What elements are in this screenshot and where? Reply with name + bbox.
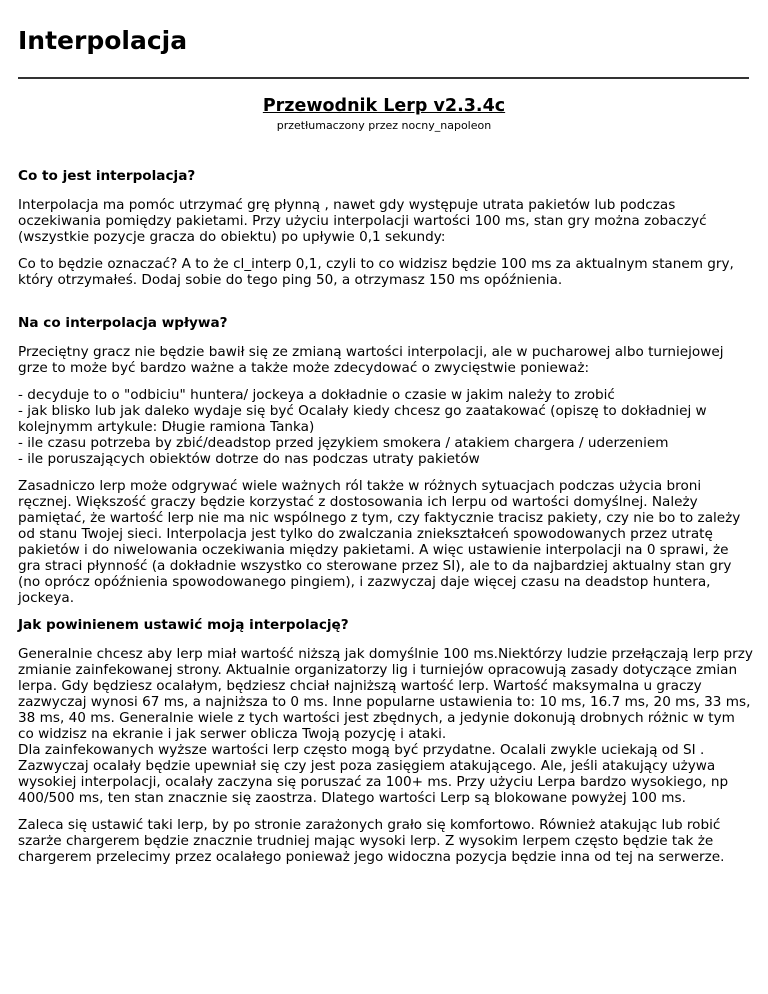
list-item: - decyduje to o "odbiciu" huntera/ jockeya a dokładnie o czasie w jakim należy to zrobić [18,387,615,403]
list-item: - ile poruszających obiektów dotrze do nas podczas utraty pakietów [18,451,480,467]
paragraph: Zasadniczo lerp może odgrywać wiele ważnych ról także w różnych sytuacjach podczas użycia broni ręcznej. Większość graczy będzie korzystać z dostosowania ich lerpu od wartości domyślnej. Należy pamiętać, że wartość lerp nie ma nic wspólnego z tym, czy faktycznie tracisz pakiety, czy nie bo to zależy od stanu Twojej sieci. Interpolacja jest tylko do zwalczania zniekształceń spowodowanych przez utratę pakietów i do niwelowania oczekiwania między pakietami. A więc ustawienie interpolacji na 0 sprawi, że gra straci płynność (a dokładnie wszystko co sterowane przez SI), ale to da najbardziej aktualny stan gry (no oprócz opóźnienia spowodowanego pingiem), i zazwyczaj daje więcej czasu na deadstop huntera, jockeya. [18,478,741,606]
paragraph: Dla zainfekowanych wyższe wartości lerp często mogą być przydatne. Ocalali zwykle uciekają od SI . Zazwyczaj ocalały będzie upewniał się czy jest poza zasięgiem atakującego. Ale, jeśli atakujący używa wysokiej interpolacji, ocalały zaczyna się poruszać za 100+ ms. Przy użyciu Lerpa bardzo wysokiego, np 400/500 ms, ten stan znacznie się zaostrza. Dlatego wartości Lerp są blokowane powyżej 100 ms. [18,742,729,806]
section-heading: Jak powinienem ustawić moją interpolację? [18,617,349,633]
document-title: Przewodnik Lerp v2.3.4c [262,96,506,116]
section-heading: Co to jest interpolacja? [18,168,196,184]
document-subtitle: przetłumaczony przez nocny_napoleon [276,119,492,132]
page-title: Interpolacja [18,26,188,55]
list-item: - jak blisko lub jak daleko wydaje się być Ocalały kiedy chcesz go zaatakować (opiszę to dokładniej w kolejnymm artykule: Długie ramiona Tanka) [18,403,707,435]
paragraph: Generalnie chcesz aby lerp miał wartość niższą jak domyślnie 100 ms.Niektórzy ludzie przełączają lerp przy zmianie zainfekowanej strony. Aktualnie organizatorzy lig i turniejów opracowują zasady dotyczące zmian lerpa. Gdy będziesz ocalałym, będziesz chciał najniższą wartość lerp. Wartość maksymalna u graczy zazwyczaj wynosi 67 ms, a najniższa to 0 ms. Inne popularne ustawienia to: 10 ms, 16.7 ms, 20 ms, 33 ms, 38 ms, 40 ms. Generalnie wiele z tych wartości jest zbędnych, a jedynie dokonują drobnych różnic w tym co widzisz na ekranie i jak serwer oblicza Twoją pozycję i ataki. [18,646,753,742]
paragraph: Zaleca się ustawić taki lerp, by po stronie zarażonych grało się komfortowo. Również atakując lub robić szarże chargerem będzie znacznie trudniej mając wysoki lerp. Z wysokim lerpem często będzie tak że chargerem przelecimy przez ocalałego ponieważ jego widoczna pozycja będzie inna od tej na serwerze. [18,817,725,865]
paragraph: Co to będzie oznaczać? A to że cl_interp 0,1, czyli to co widzisz będzie 100 ms za aktualnym stanem gry, który otrzymałeś. Dodaj sobie do tego ping 50, a otrzymasz 150 ms opóźnienia. [18,256,734,288]
paragraph: Przeciętny gracz nie będzie bawił się ze zmianą wartości interpolacji, ale w pucharowej albo turniejowej grze to może być bardzo ważne a także może zdecydować o zwycięstwie ponieważ: [18,344,724,376]
article-body [18,168,753,865]
section-heading: Na co interpolacja wpływa? [18,315,228,331]
list-item: - ile czasu potrzeba by zbić/deadstop przed językiem smokera / atakiem chargera / uderzeniem [18,435,669,451]
paragraph: Interpolacja ma pomóc utrzymać grę płynną , nawet gdy występuje utrata pakietów lub podczas oczekiwania pomiędzy pakietami. Przy użyciu interpolacji wartości 100 ms, stan gry można zobaczyć (wszystkie pozycje gracza do obiektu) po upływie 0,1 sekundy: [18,197,707,245]
header-divider [18,77,749,79]
